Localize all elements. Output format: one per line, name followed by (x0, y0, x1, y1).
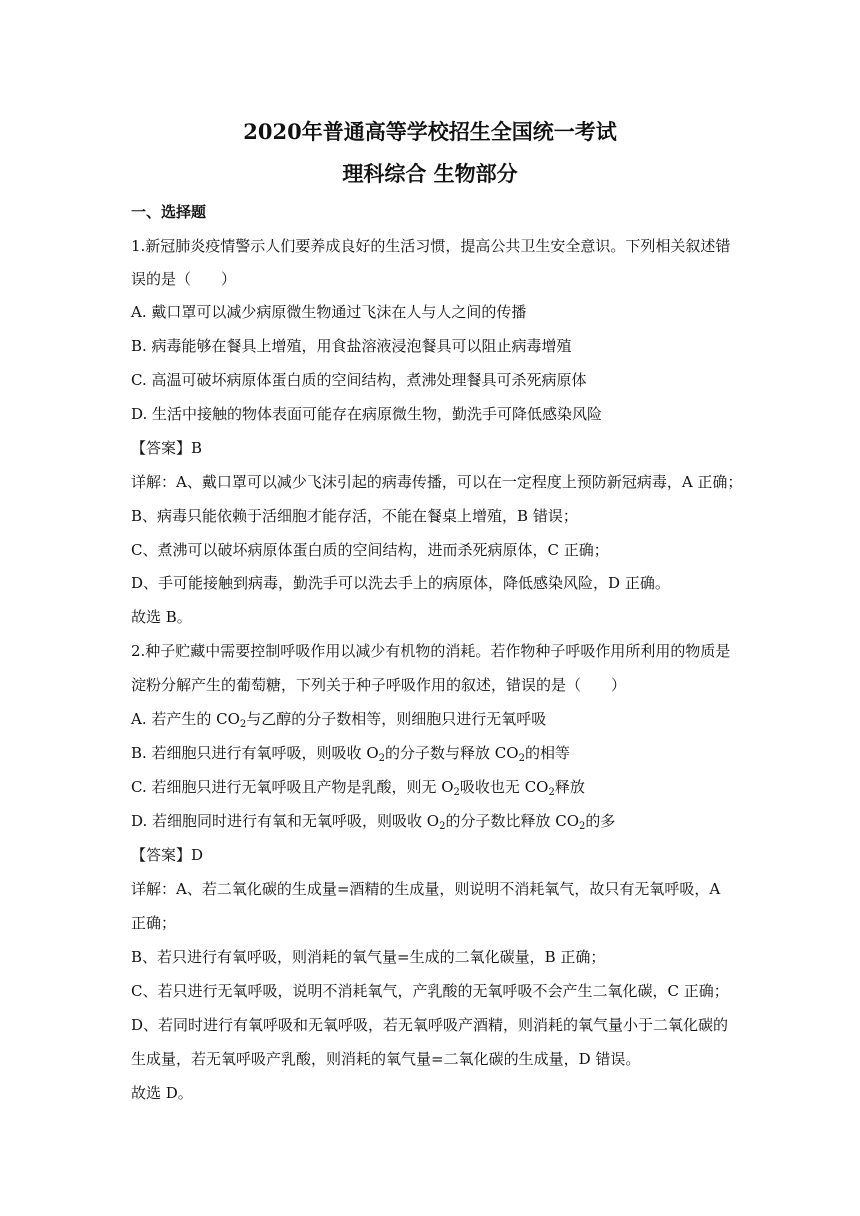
q1-option-a: A. 戴口罩可以减少病原微生物通过飞沫在人与人之间的传播 (131, 303, 527, 321)
q2-explanation-d-cont: 生成量，若无氧呼吸产乳酸，则消耗的氧气量=二氧化碳的生成量，D 错误。 (131, 1050, 641, 1068)
q1-explanation-b: B、病毒只能依赖于活细胞才能存活，不能在餐桌上增殖，B 错误； (131, 507, 578, 525)
q1-conclusion: 故选 B。 (131, 608, 192, 626)
q1-explanation-a: 详解：A、戴口罩可以减少飞沫引起的病毒传播，可以在一定程度上预防新冠病毒，A 正确； (131, 473, 743, 491)
q2-option-b: B. 若细胞只进行有氧呼吸，则吸收 $O_2$的分子数与释放 $CO_2$的相等 (131, 744, 570, 764)
q2-explanation-a: 详解：A、若二氧化碳的生成量=酒精的生成量，则说明不消耗氧气，故只有无氧呼吸，A (131, 880, 721, 898)
q1-option-b: B. 病毒能够在餐具上增殖，用食盐溶液浸泡餐具可以阻止病毒增殖 (131, 337, 572, 355)
q1-stem-line1: 1.新冠肺炎疫情警示人们要养成良好的生活习惯，提高公共卫生安全意识。下列相关叙述错 (131, 237, 731, 255)
q2-explanation-a-cont: 正确； (131, 914, 177, 932)
q2-conclusion: 故选 D。 (131, 1084, 193, 1102)
q2-option-c: C. 若细胞只进行无氧呼吸且产物是乳酸，则无 $O_2$吸收也无 $CO_2$释放 (131, 778, 585, 798)
exam-title: 2020年普通高等学校招生全国统一考试 (243, 119, 617, 144)
q1-explanation-d: D、手可能接触到病毒，勤洗手可以洗去手上的病原体，降低感染风险，D 正确。 (131, 574, 670, 592)
exam-subtitle: 理科综合 生物部分 (342, 161, 518, 186)
q1-explanation-c: C、煮沸可以破坏病原体蛋白质的空间结构，进而杀死病原体，C 正确； (131, 541, 609, 559)
q1-stem-line2: 误的是（ ） (131, 270, 237, 288)
q2-explanation-c: C、若只进行无氧呼吸，说明不消耗氧气，产乳酸的无氧呼吸不会产生二氧化碳，C 正确； (131, 982, 729, 1000)
section-heading: 一、选择题 (131, 203, 207, 221)
q2-option-d: D. 若细胞同时进行有氧和无氧呼吸，则吸收 $O_2$的分子数比释放 $CO_2$的多 (131, 812, 616, 832)
q1-option-c: C. 高温可破坏病原体蛋白质的空间结构，煮沸处理餐具可杀死病原体 (131, 371, 587, 389)
q2-stem-line1: 2.种子贮藏中需要控制呼吸作用以减少有机物的消耗。若作物种子呼吸作用所利用的物质是 (131, 642, 731, 660)
q1-answer: 【答案】B (131, 439, 203, 457)
q2-stem-line2: 淀粉分解产生的葡萄糖，下列关于种子呼吸作用的叙述，错误的是（ ） (131, 676, 627, 694)
q2-answer: 【答案】D (131, 846, 204, 864)
q2-explanation-d: D、若同时进行有氧呼吸和无氧呼吸，若无氧呼吸产酒精，则消耗的氧气量小于二氧化碳的 (131, 1016, 729, 1034)
q1-option-d: D. 生活中接触的物体表面可能存在病原微生物，勤洗手可降低感染风险 (131, 405, 603, 423)
q2-option-a: A. 若产生的 $CO_2$与乙醇的分子数相等，则细胞只进行无氧呼吸 (131, 710, 547, 730)
q2-explanation-b: B、若只进行有氧呼吸，则消耗的氧气量=生成的二氧化碳量，B 正确； (131, 948, 606, 966)
